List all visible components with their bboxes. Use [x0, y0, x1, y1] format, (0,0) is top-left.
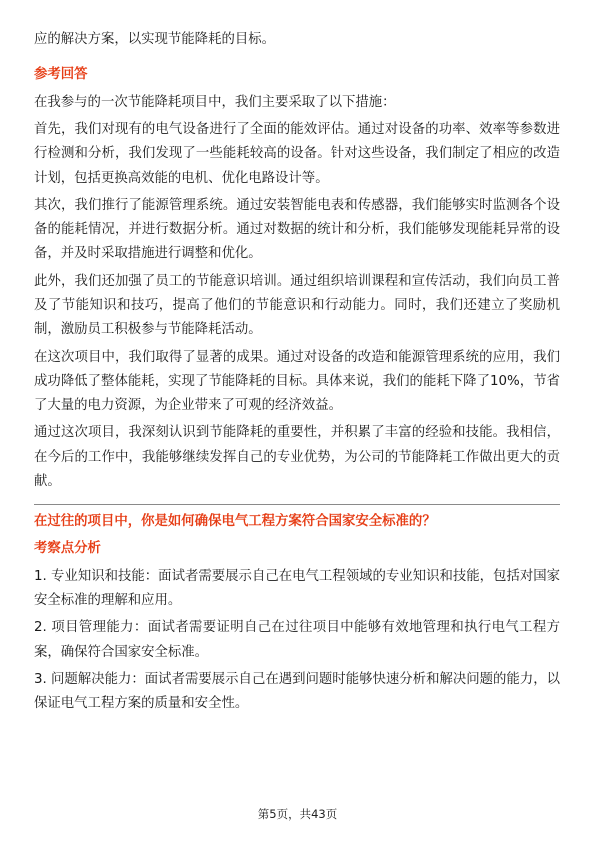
reference-answer-heading: 参考回答 — [34, 67, 88, 83]
answer-paragraph-third: 此外，我们还加强了员工的节能意识培训。通过组织培训课程和宣传活动，我们向员工普及了节能知识和技巧，提高了他们的节能意识和行动能力。同时，我们还建立了奖励机制，激励员工积极参与节能降耗活动。 — [34, 273, 560, 338]
answer-paragraph-first: 首先，我们对现有的电气设备进行了全面的能效评估。通过对设备的功率、效率等参数进行检测和分析，我们发现了一些能耗较高的设备。针对这些设备，我们制定了相应的改造计划，包括更换高效能的电机、优化电路设计等。 — [34, 122, 560, 186]
page-footer: 第5页，共43页 — [257, 807, 338, 821]
question-title: 在过往的项目中，你是如何确保电气工程方案符合国家安全标准的？ — [34, 513, 436, 529]
answer-paragraph-conclusion: 通过这次项目，我深刻认识到节能降耗的重要性，并积累了丰富的经验和技能。我相信，在今后的工作中，我能够继续发挥自己的专业优势，为公司的节能降耗工作做出更大的贡献。 — [34, 425, 560, 489]
answer-paragraph-results: 在这次项目中，我们取得了显著的成果。通过对设备的改造和能源管理系统的应用，我们成功降低了整体能耗，实现了节能降耗的目标。具体来说，我们的能耗下降了10%，节省了大量的电力资源，为企业带来了可观的经济效益。 — [34, 349, 560, 413]
answer-paragraph-second: 其次，我们推行了能源管理系统。通过安装智能电表和传感器，我们能够实时监测各个设备的能耗情况，并进行数据分析。通过对数据的统计和分析，我们能够发现能耗异常的设备，并及时采取措施进行调整和优化。 — [34, 197, 560, 262]
document-page — [34, 0, 560, 720]
analysis-point-2: 2. 项目管理能力：面试者需要证明自己在过往项目中能够有效地管理和执行电气工程方案，确保符合国家安全标准。 — [34, 620, 560, 660]
continuation-paragraph: 应的解决方案，以实现节能降耗的目标。 — [34, 32, 276, 47]
analysis-heading: 考察点分析 — [34, 541, 101, 557]
analysis-point-3: 3. 问题解决能力：面试者需要展示自己在遇到问题时能够快速分析和解决问题的能力，以保证电气工程方案的质量和安全性。 — [34, 671, 560, 712]
answer-intro-paragraph: 在我参与的一次节能降耗项目中，我们主要采取了以下措施： — [34, 94, 396, 110]
analysis-point-1: 1. 专业知识和技能：面试者需要展示自己在电气工程领域的专业知识和技能，包括对国家安全标准的理解和应用。 — [34, 568, 560, 608]
spacer — [34, 55, 560, 63]
section-divider — [34, 504, 560, 505]
